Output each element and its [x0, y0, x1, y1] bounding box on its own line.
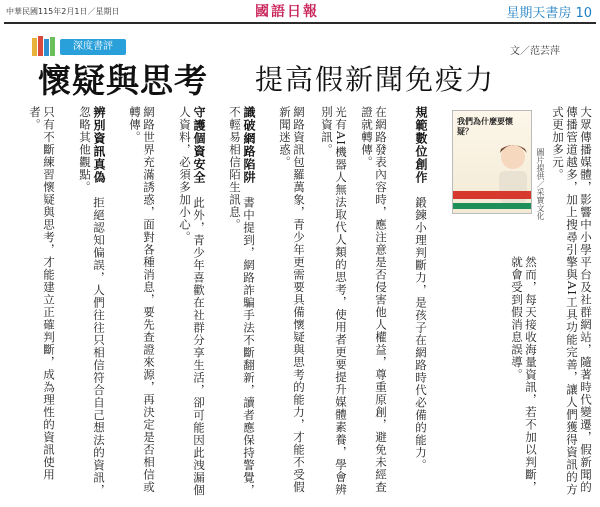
article-column-2-spacer — [533, 106, 543, 107]
article-column-3: 規範數位創作 鍛鍊小理判斷力，是孩子在網路時代必備的能力。 — [414, 106, 428, 472]
article-body — [8, 106, 594, 502]
article-column-6: 網路資訊包羅萬象，青少年更需要具備懷疑與思考的能力，才能不受假新聞迷惑。 — [278, 106, 306, 494]
photo-caption: 圖片提供／采實文化 — [536, 148, 545, 220]
article-column-7: 識破網路陷阱 書中提到，網路詐騙手法不斷翻新，讀者應保持警覺，不輕易相信陌生訊息。 — [228, 106, 256, 497]
subhead-privacy: 守護個資安全 — [192, 106, 206, 184]
article-column-1: 大眾傳播媒體，影響中小學平台及社群網站，隨著時代變遷，假新聞的傳播管道越多，加上搜尋引擎與AI工具功能完善，讓人們獲得資訊的方式更加多元。 — [551, 106, 593, 496]
article-column-2: 然而，每天接收海量資訊，若不加以判斷，就會受到假消息誤導。 — [510, 256, 538, 494]
newspaper-logo: 國語日報 — [255, 4, 319, 20]
article-title: 懷疑與思考 — [38, 61, 208, 100]
byline: 文／范芸萍 — [510, 46, 560, 57]
subhead-digital: 規範數位創作 — [414, 106, 428, 184]
subhead-trap: 識破網路陷阱 — [242, 106, 256, 184]
article-column-10: 辨別資訊真偽 拒絕認知偏誤，人們往往只相信符合自己想法的資訊，忽略其他觀點。 — [78, 106, 106, 497]
issue-date: 中華民國115年2月1日／星期日 — [6, 7, 120, 16]
article-column-11: 只有不斷練習懷疑與思考，才能建立正確判斷，成為理性的資訊使用者。 — [28, 106, 56, 481]
article-column-4: 在網路發表內容時，應注意是否侵害他人權益，尊重原創，避免未經查證就轉傳。 — [360, 106, 388, 494]
masthead — [0, 0, 600, 22]
article-column-9: 網路世界充滿誘惑，面對各種消息，要先查證來源，再決定是否相信或轉傳。 — [128, 106, 156, 494]
header-rule — [4, 22, 596, 24]
book-cover-title: 我們為什麼要懷疑？ — [457, 117, 513, 136]
subhead-truth: 辨別資訊真偽 — [92, 106, 106, 184]
section-page-label: 星期天書房 10 — [506, 6, 592, 21]
article-column-5: 光有AI機器人無法取代人類的思考，使用者更要提升媒體素養，學會辨別資訊。 — [320, 106, 348, 496]
article-subtitle: 提高假新聞免疫力 — [255, 63, 496, 96]
article-column-8: 守護個資安全 此外，青少年喜歡在社群分享生活，卻可能因此洩漏個人資料，必須多加小心。 — [178, 106, 206, 497]
section-tag: 深度書評 — [60, 39, 126, 55]
